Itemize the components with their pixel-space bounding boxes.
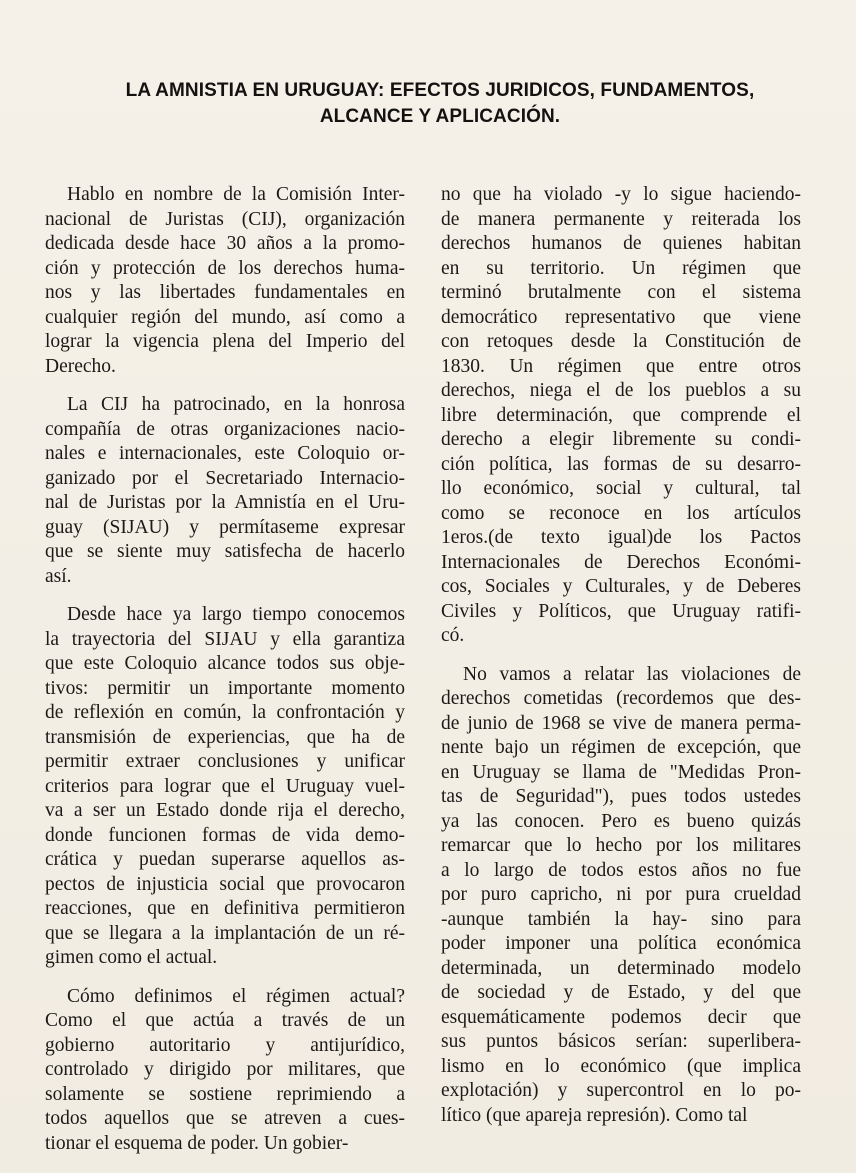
text-line: no que ha violado -y lo sigue haciendo- [441, 184, 801, 205]
title-line: ALCANCE Y APLICACIÓN. [319, 106, 561, 127]
text-line: en su territorio. Un régimen que [441, 257, 801, 279]
text-line: gimen como el actual. [45, 947, 218, 968]
text-line: -aunque también la hay- sino para [441, 908, 801, 930]
text-line: Internacionales de Derechos Económi- [441, 551, 801, 573]
text-line: Desde hace ya largo tiempo conocemos [67, 604, 405, 625]
text-line: nos y las libertades fundamentales en [45, 282, 405, 303]
text-line: derechos cometidas (recordemos que des- [441, 688, 801, 709]
paragraph [45, 985, 405, 1157]
document-title [60, 78, 820, 130]
right-column [441, 183, 801, 1128]
text-line: a lo largo de todos estos años no fue [441, 859, 801, 881]
text-line: democrático representativo que viene [441, 306, 801, 328]
text-line: có. [441, 625, 465, 646]
text-line: derechos, niega el de los pueblos a su [441, 380, 801, 401]
left-column [45, 183, 405, 1156]
text-line: nente bajo un régimen de excepción, que [441, 737, 801, 758]
text-line: con retoques desde la Constitución de [441, 331, 801, 352]
text-line: gobierno autoritario y antijurídico, [45, 1034, 405, 1056]
text-line: Civiles y Políticos, que Uruguay ratifi- [441, 600, 801, 622]
text-line: ción política, las formas de su desarro- [441, 453, 801, 475]
text-line: cualquier región del mundo, así como a [45, 306, 405, 328]
paragraph [45, 603, 405, 971]
text-line: Derecho. [45, 355, 116, 377]
text-line: de sociedad y de Estado, y del que [441, 982, 801, 1003]
text-line: en Uruguay se llama de "Medidas Pron- [441, 761, 801, 783]
text-line: controlado y dirigido por militares, que [45, 1059, 405, 1080]
text-line: así. [45, 565, 72, 587]
text-line: Como el que actúa a través de un [45, 1010, 405, 1031]
text-line: libre determinación, que comprende el [441, 404, 801, 426]
text-line: 1830. Un régimen que entre otros [441, 355, 801, 377]
text-line: de reflexión en común, la confrontación y [45, 702, 405, 723]
text-line: determinada, un determinado modelo [441, 957, 801, 979]
paragraph [45, 393, 405, 589]
text-line: donde funcionen formas de vida demo- [45, 824, 405, 846]
text-line: Hablo en nombre de la Comisión Inter- [67, 184, 405, 205]
text-line: ya las conocen. Pero es bueno quizás [441, 810, 801, 832]
text-line: No vamos a relatar las violaciones de [463, 663, 801, 685]
text-line: lítico (que apareja represión). Como tal [441, 1104, 748, 1126]
text-line: que este Coloquio alcance todos sus obje- [45, 653, 405, 674]
text-line: crática y puedan superarse aquellos as- [45, 849, 405, 870]
text-line: derecho a elegir libremente su condi- [441, 429, 801, 450]
text-line: explotación) y supercontrol en lo po- [441, 1080, 801, 1101]
text-line: como se reconoce en los artículos [441, 502, 801, 524]
text-line: ganizado por el Secretariado Internacio- [45, 467, 405, 489]
text-line: nacional de Juristas (CIJ), organización [45, 208, 405, 230]
text-line: transmisión de experiencias, que ha de [45, 726, 405, 748]
text-line: ción y protección de los derechos huma- [45, 257, 405, 279]
text-line: de manera permanente y reiterada los [441, 208, 801, 230]
text-line: tivos: permitir un importante momento [45, 677, 405, 699]
text-line: por puro capricho, ni por pura crueldad [441, 884, 801, 905]
text-line: tas de Seguridad"), pues todos ustedes [441, 786, 801, 807]
text-line: sus puntos básicos serían: superlibera- [441, 1031, 801, 1052]
text-line: esquemáticamente podemos decir que [441, 1006, 801, 1028]
text-line: cos, Sociales y Culturales, y de Deberes [441, 576, 801, 597]
text-line: que se llegara a la implantación de un ré- [45, 922, 405, 944]
text-line: nales e internacionales, este Coloquio or- [45, 443, 405, 464]
text-line: La CIJ ha patrocinado, en la honrosa [67, 394, 405, 415]
text-line: todos aquellos que se atreven a cues- [45, 1108, 405, 1129]
paragraph [441, 183, 801, 649]
text-line: llo económico, social y cultural, tal [441, 478, 801, 499]
text-line: dedicada desde hace 30 años a la promo- [45, 233, 405, 254]
text-line: tionar el esquema de poder. Un gobier- [45, 1132, 349, 1154]
text-line: criterios para lograr que el Uruguay vuel- [45, 775, 405, 797]
paragraph [441, 663, 801, 1129]
text-line: pectos de injusticia social que provocaron [45, 873, 405, 895]
text-line: nal de Juristas por la Amnistía en el Uru- [45, 492, 405, 513]
paragraph [45, 183, 405, 379]
text-line: lismo en lo económico (que implica [441, 1055, 801, 1077]
text-line: guay (SIJAU) y permítaseme expresar [45, 516, 405, 538]
text-line: remarcar que lo hecho por los militares [441, 835, 801, 856]
text-line: derechos humanos de quienes habitan [441, 233, 801, 254]
text-line: reacciones, que en definitiva permitieron [45, 898, 405, 919]
text-line: Cómo definimos el régimen actual? [67, 985, 405, 1007]
title-line: LA AMNISTIA EN URUGUAY: EFECTOS JURIDICOS, FUNDAMENTOS, [125, 80, 755, 101]
text-line: 1eros.(de texto igual)de los Pactos [441, 527, 801, 548]
text-line: poder imponer una política económica [441, 933, 801, 954]
text-line: que se siente muy satisfecha de hacerlo [45, 541, 405, 562]
text-line: permitir extraer conclusiones y unificar [45, 751, 405, 772]
text-line: terminó brutalmente con el sistema [441, 282, 801, 303]
text-line: solamente se sostiene reprimiendo a [45, 1083, 405, 1105]
text-line: va a ser un Estado donde rija el derecho, [45, 800, 405, 821]
text-line: lograr la vigencia plena del Imperio del [45, 331, 405, 352]
text-line: de junio de 1968 se vive de manera perma- [441, 712, 801, 734]
text-line: compañía de otras organizaciones nacio- [45, 418, 405, 440]
text-line: la trayectoria del SIJAU y ella garantiza [45, 628, 405, 650]
